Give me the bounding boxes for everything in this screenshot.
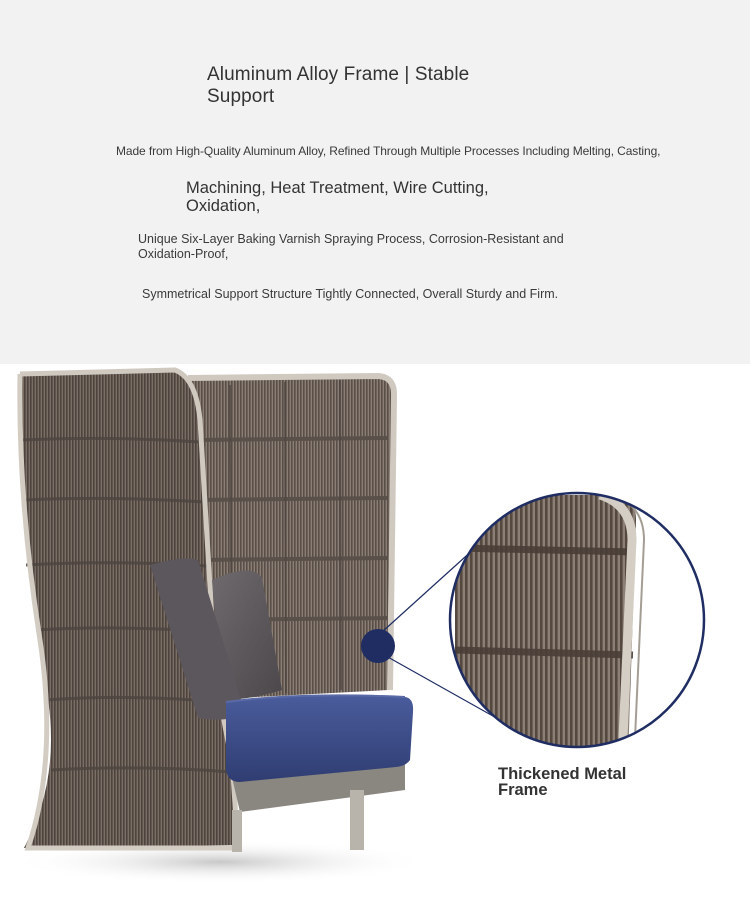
- chair-leg: [350, 790, 364, 850]
- description-line-4: Symmetrical Support Structure Tightly Connected, Overall Sturdy and Firm.: [142, 287, 559, 301]
- chair-product-photo: [0, 364, 750, 899]
- section-heading: Aluminum Alloy Frame | Stable Support: [207, 64, 470, 107]
- callout-label: Thickened Metal Frame: [498, 765, 627, 799]
- description-line-1: Made from High-Quality Aluminum Alloy, Refined Through Multiple Processes Including Melting, Casting,: [116, 144, 661, 158]
- description-line-2: Machining, Heat Treatment, Wire Cutting, Oxidation,: [186, 179, 489, 215]
- description-line-3: Unique Six-Layer Baking Varnish Spraying Process, Corrosion-Resistant and Oxidation-Proof,: [138, 232, 564, 261]
- chair-leg: [232, 810, 242, 852]
